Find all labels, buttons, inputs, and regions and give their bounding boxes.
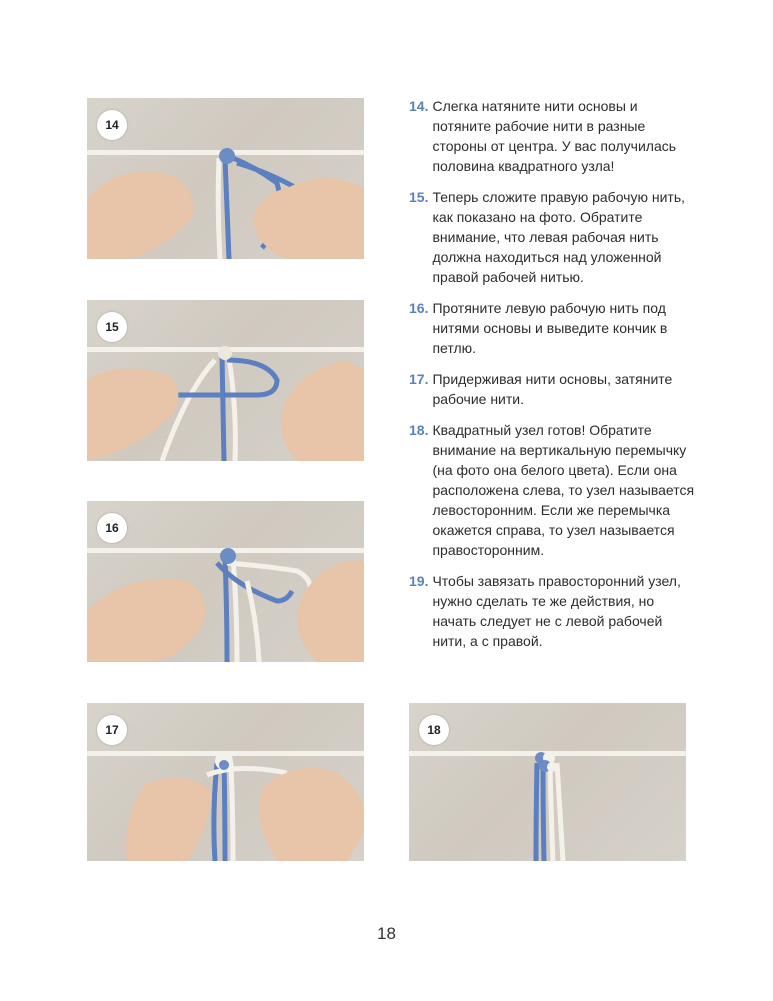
macrame-photo-icon: [87, 501, 364, 662]
instructions-list: [409, 96, 699, 662]
step-text: Чтобы завязать правосторонний узел, нужно сделать те же действия, но начать следует не с левой рабочей нити, а с правой.: [432, 573, 681, 649]
step-badge: 14: [97, 110, 127, 140]
step-16: [409, 298, 699, 358]
step-text: Придерживая нити основы, затяните рабочие нити.: [432, 371, 673, 407]
step-text: Теперь сложите правую рабочую нить, как показано на фото. Обратите внимание, что левая рабочая нить должна находиться над уложенной правой рабочей нитью.: [432, 189, 686, 285]
step-badge: 15: [97, 312, 127, 342]
step-number: 14.: [409, 98, 429, 114]
step-14: [409, 96, 699, 176]
step-14-photo: [87, 98, 364, 259]
step-number: 17.: [409, 371, 429, 387]
macrame-photo-icon: [87, 98, 364, 259]
step-15-photo: [87, 300, 364, 461]
macrame-photo-icon: [87, 300, 364, 461]
step-text: Протяните левую рабочую нить под нитями основы и выведите кончик в петлю.: [432, 300, 668, 356]
step-number: 18.: [409, 422, 429, 438]
step-number: 15.: [409, 189, 429, 205]
step-15: [409, 187, 699, 287]
step-18-photo: [409, 703, 686, 861]
step-17: [409, 369, 699, 409]
step-badge: 16: [97, 513, 127, 543]
step-19: [409, 571, 699, 651]
step-badge: 18: [419, 715, 449, 745]
step-number: 16.: [409, 300, 429, 316]
step-text: Слегка натяните нити основы и потяните рабочие нити в разные стороны от центра. У вас получилась половина квадратного узла!: [432, 98, 677, 174]
step-16-photo: [87, 501, 364, 662]
step-18: [409, 420, 699, 560]
step-number: 19.: [409, 573, 429, 589]
step-17-photo: [87, 703, 364, 861]
macrame-photo-icon: [87, 703, 364, 861]
step-text: Квадратный узел готов! Обратите внимание на вертикальную перемычку (на фото она белого цвета). Если она расположена слева, то узел называется левосторонним. Если же перемычка окажется справа, то узел называется правосторонним.: [432, 422, 695, 558]
step-badge: 17: [97, 715, 127, 745]
page-number: 18: [377, 924, 396, 943]
macrame-photo-icon: [409, 703, 686, 861]
